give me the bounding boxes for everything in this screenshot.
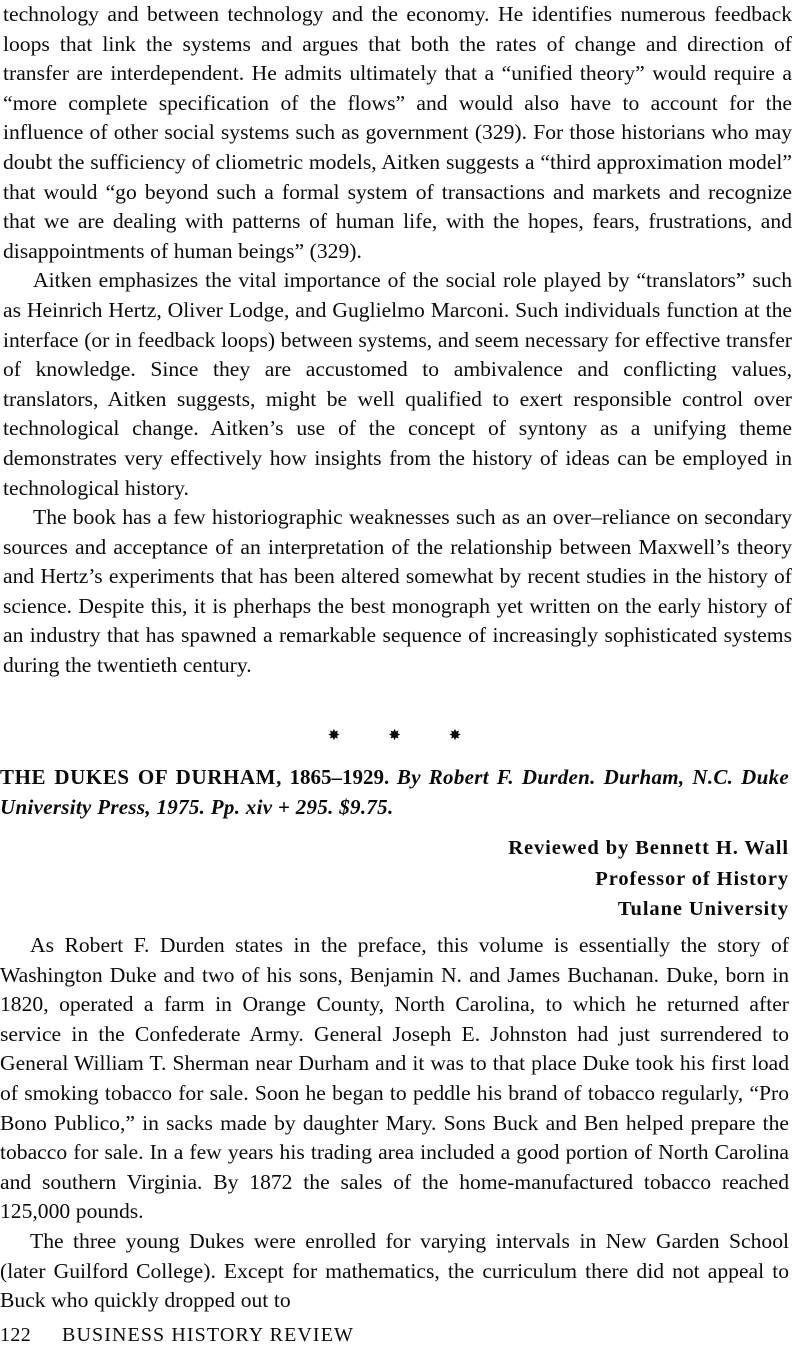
reviewer-name: Reviewed by Bennett H. Wall (508, 837, 789, 859)
floret-ornament-icon: ✸ (388, 726, 401, 744)
section-separator (0, 728, 789, 744)
paragraph-new-garden-school: The three young Dukes were enrolled for varying intervals in New Garden School (later Guilford College). Except for mathematics, the curriculum there did not appeal to Buck who quickly dropped out to (0, 1228, 789, 1313)
paragraph-durden-preface: As Robert F. Durden states in the preface, this volume is essentially the story of Washington Duke and two of his sons, Benjamin N. and James Buchanan. Duke, born in 1820, operated a farm in Orange County, North Carolina, to which he returned after service in the Confederate Army. General Joseph E. Johnston had just surrendered to General William T. Sherman near Durham and it was to that place Duke took his first load of smoking tobacco for sale. Soon he began to peddle his brand of tobacco regularly, “Pro Bono Publico,” in sacks made by daughter Mary. Sons Buck and Ben helped prepare the tobacco for sale. In a few years his trading area included a good portion of North Carolina and southern Virginia. By 1872 the sales of the home-manufactured tobacco reached 125,000 pounds. (0, 933, 789, 1224)
reviewer-affiliation: Tulane University (617, 898, 789, 920)
review-imprint: By Robert F. Durden. Durham, N.C. Duke University Press, 1975. Pp. xiv + 295. $9.75. (0, 765, 790, 819)
continued-review-text (3, 0, 792, 681)
reviewer-title: Professor of History (595, 867, 789, 890)
journal-title: BUSINESS HISTORY REVIEW (62, 1324, 354, 1346)
review-title: THE DUKES OF DURHAM, (0, 765, 282, 789)
paragraph-translators: Aitken emphasizes the vital importance of the social role played by “translators” such as Heinrich Hertz, Oliver Lodge, and Guglielmo Marconi. Such individuals function at the interface (or in feedback loops) between systems, and seem necessary for effective transfer of knowledge. Since they are accustomed to ambivalence and conflicting values, translators, Aitken suggests, might be well qualified to exert responsible control over technological change. Aitken’s use of the concept of syntony as a unifying theme demonstrates very effectively how insights from the history of ideas can be employed in technological history. (3, 268, 792, 500)
new-review-text (0, 931, 789, 1316)
floret-ornament-icon: ✸ (327, 726, 341, 744)
paragraph-weaknesses: The book has a few historiographic weaknesses such as an over–reliance on secondary sources and acceptance of an interpretation of the relationship between Maxwell’s theory and Hertz’s experiments that has been altered somewhat by recent studies in the history of science. Despite this, it is pherhaps the best monograph yet written on the early history of an industry that has spawned a remarkable sequence of increasingly sophisticated systems during the twentieth century. (3, 505, 792, 678)
page-number: 122 (0, 1324, 32, 1346)
reviewer-block (0, 833, 789, 925)
page-footer (0, 1322, 789, 1348)
review-date-range: 1865–1929. (281, 765, 397, 789)
floret-ornament-icon: ✸ (448, 726, 462, 744)
paragraph-continued: technology and between technology and the economy. He identifies numerous feedback loops that link the systems and argues that both the rates of change and direction of transfer are interdependent. He admits ultimately that a “unified theory” would require a “more complete specification of the flows” and would also have to account for the influence of other social systems such as government (329). For those historians who may doubt the sufficiency of cliometric models, Aitken suggests a “third approximation model” that would “go beyond such a formal system of transactions and markets and recognize that we are dealing with patterns of human life, with the hopes, fears, frustrations, and disappointments of human beings” (329). (3, 2, 792, 263)
review-heading (0, 762, 789, 822)
